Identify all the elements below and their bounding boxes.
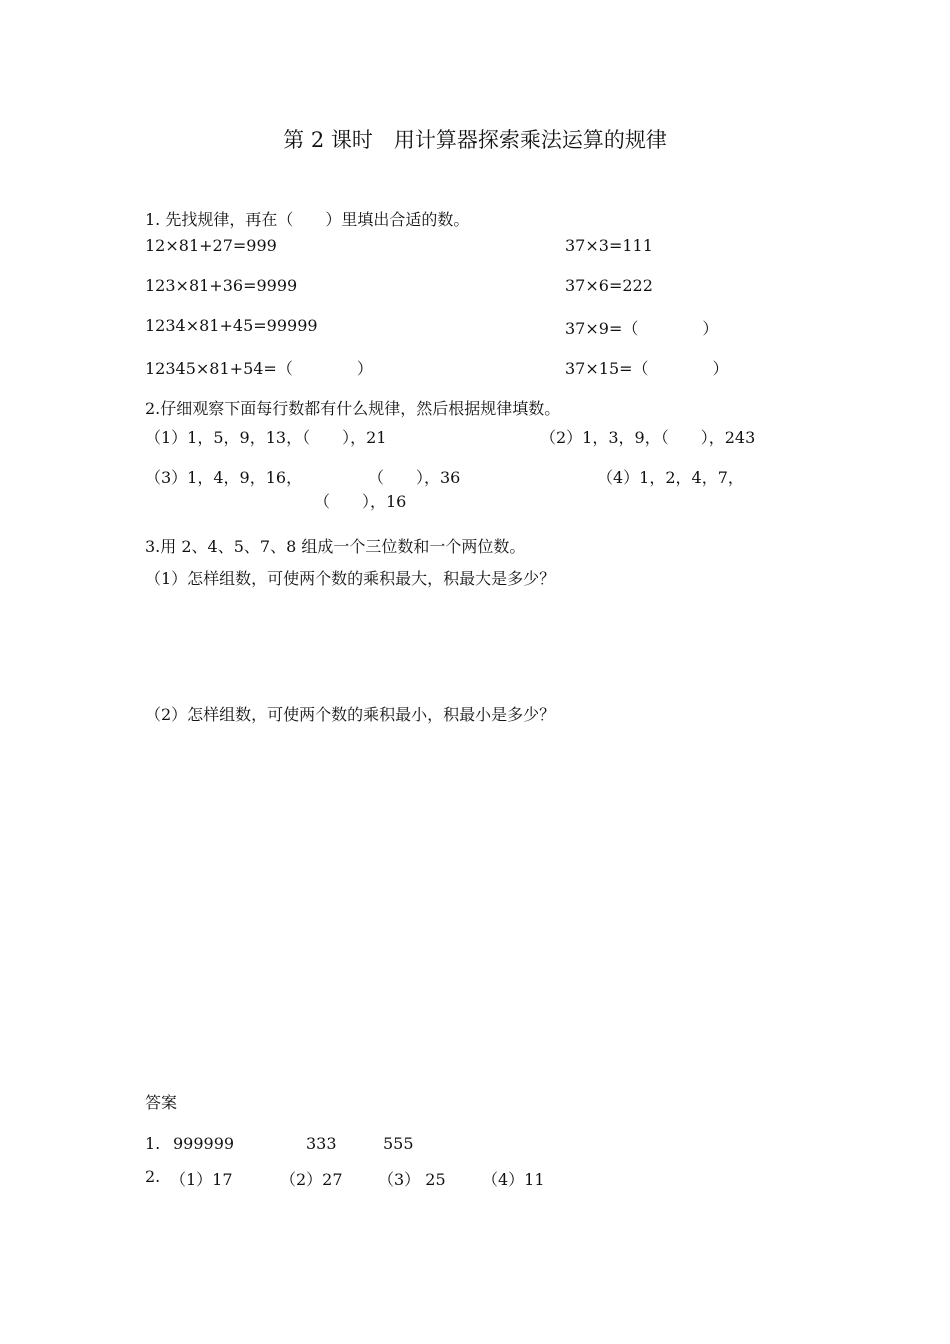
q2-part-3-end: （ ），36 bbox=[368, 468, 461, 487]
answer-2-d: （4）11 bbox=[482, 1170, 545, 1189]
q1-heading: 1. 先找规律，再在（ ）里填出合适的数。 bbox=[145, 210, 470, 229]
q1-right-4: 37×15=（ ） bbox=[565, 359, 729, 378]
answer-2-c: （3） 25 bbox=[378, 1170, 446, 1189]
q2-part-2: （2）1，3，9，（ ），243 bbox=[540, 428, 756, 447]
q2-part-3-start: （3）1，4，9，16， bbox=[145, 468, 303, 487]
q2-part-4-end: （ ），16 bbox=[314, 492, 407, 511]
q1-left-2: 123×81+36=9999 bbox=[145, 276, 298, 295]
q3-sub-1: （1）怎样组数，可使两个数的乘积最大，积最大是多少？ bbox=[145, 569, 556, 588]
answer-1-number: 1. bbox=[145, 1134, 161, 1153]
page-title: 第 2 课时 用计算器探索乘法运算的规律 bbox=[283, 128, 667, 152]
q1-left-3: 1234×81+45=99999 bbox=[145, 316, 318, 335]
q1-right-1: 37×3=111 bbox=[565, 236, 653, 255]
q1-left-1: 12×81+27=999 bbox=[145, 236, 277, 255]
answer-2-number: 2. bbox=[145, 1167, 161, 1186]
answers-heading: 答案 bbox=[145, 1093, 178, 1112]
q1-right-2: 37×6=222 bbox=[565, 276, 653, 295]
q1-left-4: 12345×81+54=（ ） bbox=[145, 359, 373, 378]
answer-1-c: 555 bbox=[383, 1134, 414, 1153]
answer-1-b: 333 bbox=[306, 1134, 337, 1153]
answer-2-a: （1）17 bbox=[170, 1170, 233, 1189]
q2-part-1: （1）1，5，9，13，（ ），21 bbox=[145, 428, 387, 447]
q1-right-3: 37×9=（ ） bbox=[565, 319, 719, 338]
q2-part-4-start: （4）1，2，4，7， bbox=[597, 468, 744, 487]
answer-1-a: 999999 bbox=[173, 1134, 235, 1153]
q2-heading: 2.仔细观察下面每行数都有什么规律，然后根据规律填数。 bbox=[145, 399, 561, 418]
q3-sub-2: （2）怎样组数，可使两个数的乘积最小，积最小是多少？ bbox=[145, 705, 556, 724]
q3-heading: 3.用 2、4、5、7、8 组成一个三位数和一个两位数。 bbox=[145, 537, 526, 556]
answer-2-b: （2）27 bbox=[280, 1170, 343, 1189]
